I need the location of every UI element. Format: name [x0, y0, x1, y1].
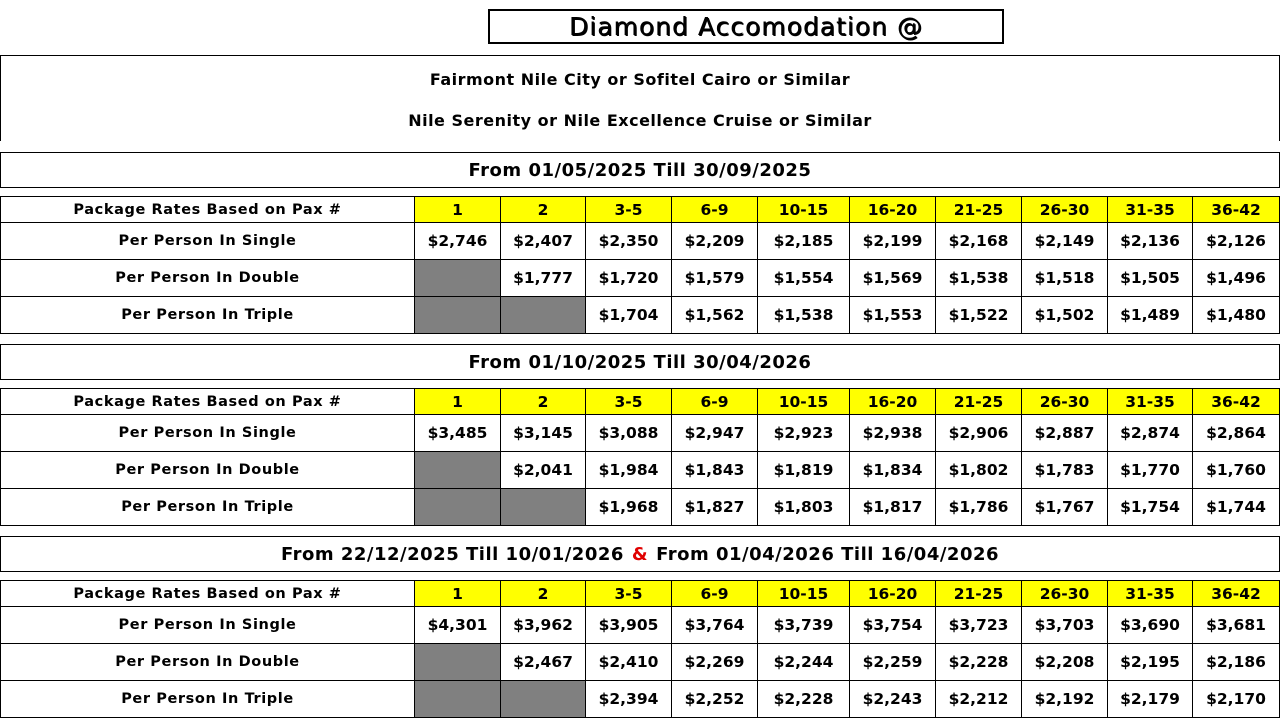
price-cell: $3,145: [501, 415, 586, 452]
price-cell: $1,843: [672, 452, 758, 489]
price-cell: $1,553: [850, 297, 936, 334]
pax-group-header: 16-20: [850, 197, 936, 223]
header-label: Package Rates Based on Pax #: [1, 581, 415, 607]
unavailable-cell: [415, 260, 501, 297]
pax-group-header: 3-5: [586, 389, 672, 415]
price-cell: $1,569: [850, 260, 936, 297]
table-row: [1, 223, 1280, 260]
price-cell: $2,467: [501, 644, 586, 681]
price-cell: $3,088: [586, 415, 672, 452]
table-row: [1, 644, 1280, 681]
price-cell: $2,244: [758, 644, 850, 681]
unavailable-cell: [501, 681, 586, 718]
pax-group-header: 31-35: [1108, 389, 1193, 415]
table-row: [1, 452, 1280, 489]
rates-table: [0, 196, 1280, 334]
price-cell: $1,704: [586, 297, 672, 334]
table-row: [1, 297, 1280, 334]
price-cell: $2,126: [1193, 223, 1280, 260]
price-cell: $3,962: [501, 607, 586, 644]
price-cell: $2,874: [1108, 415, 1193, 452]
price-cell: $1,984: [586, 452, 672, 489]
price-cell: $1,538: [758, 297, 850, 334]
pax-group-header: 3-5: [586, 581, 672, 607]
price-cell: $2,199: [850, 223, 936, 260]
pax-group-header: 1: [415, 389, 501, 415]
room-type-label: Per Person In Single: [1, 415, 415, 452]
pax-group-header: 21-25: [936, 581, 1022, 607]
price-cell: $2,259: [850, 644, 936, 681]
price-cell: $2,746: [415, 223, 501, 260]
price-cell: $2,887: [1022, 415, 1108, 452]
price-cell: $2,923: [758, 415, 850, 452]
price-cell: $2,168: [936, 223, 1022, 260]
price-cell: $2,228: [936, 644, 1022, 681]
price-cell: $2,212: [936, 681, 1022, 718]
price-cell: $3,905: [586, 607, 672, 644]
price-cell: $1,827: [672, 489, 758, 526]
pax-group-header: 2: [501, 389, 586, 415]
price-cell: $1,754: [1108, 489, 1193, 526]
price-cell: $2,179: [1108, 681, 1193, 718]
price-cell: $1,803: [758, 489, 850, 526]
header-row: [1, 197, 1280, 223]
price-cell: $3,690: [1108, 607, 1193, 644]
unavailable-cell: [415, 452, 501, 489]
price-cell: $2,208: [1022, 644, 1108, 681]
price-cell: $2,394: [586, 681, 672, 718]
price-cell: $2,938: [850, 415, 936, 452]
price-cell: $1,783: [1022, 452, 1108, 489]
room-type-label: Per Person In Double: [1, 260, 415, 297]
price-cell: $2,170: [1193, 681, 1280, 718]
price-cell: $1,554: [758, 260, 850, 297]
price-cell: $1,538: [936, 260, 1022, 297]
price-cell: $3,485: [415, 415, 501, 452]
price-cell: $2,041: [501, 452, 586, 489]
room-type-label: Per Person In Double: [1, 452, 415, 489]
period-banner: [0, 344, 1280, 380]
hotel-line-cairo: Fairmont Nile City or Sofitel Cairo or Similar: [429, 70, 851, 89]
price-cell: $2,269: [672, 644, 758, 681]
unavailable-cell: [415, 297, 501, 334]
pax-group-header: 31-35: [1108, 581, 1193, 607]
price-cell: $1,786: [936, 489, 1022, 526]
hotels-box: [0, 55, 1280, 141]
price-cell: $2,228: [758, 681, 850, 718]
price-cell: $1,777: [501, 260, 586, 297]
pax-group-header: 2: [501, 581, 586, 607]
header-label: Package Rates Based on Pax #: [1, 389, 415, 415]
pax-group-header: 16-20: [850, 389, 936, 415]
pax-group-header: 21-25: [936, 389, 1022, 415]
price-cell: $2,186: [1193, 644, 1280, 681]
pax-group-header: 1: [415, 581, 501, 607]
pax-group-header: 26-30: [1022, 581, 1108, 607]
price-cell: $2,350: [586, 223, 672, 260]
price-cell: $2,252: [672, 681, 758, 718]
pax-group-header: 1: [415, 197, 501, 223]
price-cell: $2,407: [501, 223, 586, 260]
price-cell: $1,496: [1193, 260, 1280, 297]
price-cell: $1,518: [1022, 260, 1108, 297]
price-cell: $2,149: [1022, 223, 1108, 260]
pax-group-header: 10-15: [758, 581, 850, 607]
rates-table: [0, 388, 1280, 526]
price-cell: $1,522: [936, 297, 1022, 334]
price-cell: $4,301: [415, 607, 501, 644]
period-ampersand: &: [631, 543, 649, 565]
pax-group-header: 26-30: [1022, 197, 1108, 223]
unavailable-cell: [501, 489, 586, 526]
price-cell: $3,764: [672, 607, 758, 644]
pax-group-header: 31-35: [1108, 197, 1193, 223]
pax-group-header: 36-42: [1193, 197, 1280, 223]
price-cell: $1,505: [1108, 260, 1193, 297]
unavailable-cell: [501, 297, 586, 334]
price-cell: $1,562: [672, 297, 758, 334]
pax-group-header: 36-42: [1193, 581, 1280, 607]
table-row: [1, 415, 1280, 452]
period-dates: From 01/05/2025 Till 30/09/2025: [468, 159, 812, 181]
unavailable-cell: [415, 644, 501, 681]
price-cell: $1,502: [1022, 297, 1108, 334]
price-cell: $2,192: [1022, 681, 1108, 718]
price-cell: $2,209: [672, 223, 758, 260]
pax-group-header: 6-9: [672, 389, 758, 415]
price-cell: $1,802: [936, 452, 1022, 489]
price-cell: $1,744: [1193, 489, 1280, 526]
period-dates: From 22/12/2025 Till 10/01/2026: [280, 543, 624, 565]
rates-table: [0, 580, 1280, 718]
price-cell: $3,754: [850, 607, 936, 644]
table-row: [1, 260, 1280, 297]
pax-group-header: 3-5: [586, 197, 672, 223]
pax-group-header: 16-20: [850, 581, 936, 607]
header-row: [1, 581, 1280, 607]
hotel-line-cruise: Nile Serenity or Nile Excellence Cruise or Similar: [408, 111, 872, 130]
price-cell: $1,760: [1193, 452, 1280, 489]
period-dates: From 01/04/2026 Till 16/04/2026: [656, 543, 1000, 565]
price-cell: $2,195: [1108, 644, 1193, 681]
price-cell: $1,489: [1108, 297, 1193, 334]
table-row: [1, 681, 1280, 718]
price-cell: $2,947: [672, 415, 758, 452]
price-cell: $1,767: [1022, 489, 1108, 526]
price-cell: $1,817: [850, 489, 936, 526]
pax-group-header: 6-9: [672, 197, 758, 223]
room-type-label: Per Person In Triple: [1, 297, 415, 334]
price-cell: $2,864: [1193, 415, 1280, 452]
price-cell: $3,681: [1193, 607, 1280, 644]
header-label: Package Rates Based on Pax #: [1, 197, 415, 223]
period-dates: From 01/10/2025 Till 30/04/2026: [468, 351, 812, 373]
pax-group-header: 10-15: [758, 197, 850, 223]
room-type-label: Per Person In Triple: [1, 681, 415, 718]
price-cell: $1,819: [758, 452, 850, 489]
room-type-label: Per Person In Triple: [1, 489, 415, 526]
pax-group-header: 26-30: [1022, 389, 1108, 415]
pax-group-header: 21-25: [936, 197, 1022, 223]
price-cell: $1,480: [1193, 297, 1280, 334]
table-row: [1, 489, 1280, 526]
period-banner: [0, 152, 1280, 188]
unavailable-cell: [415, 489, 501, 526]
price-cell: $2,185: [758, 223, 850, 260]
table-row: [1, 607, 1280, 644]
pax-group-header: 36-42: [1193, 389, 1280, 415]
price-cell: $1,770: [1108, 452, 1193, 489]
room-type-label: Per Person In Single: [1, 223, 415, 260]
price-cell: $2,906: [936, 415, 1022, 452]
price-cell: $1,720: [586, 260, 672, 297]
price-cell: $3,703: [1022, 607, 1108, 644]
price-cell: $1,834: [850, 452, 936, 489]
price-cell: $2,243: [850, 681, 936, 718]
header-row: [1, 389, 1280, 415]
pax-group-header: 10-15: [758, 389, 850, 415]
page-title: Diamond Accomodation @: [488, 9, 1004, 44]
price-cell: $1,579: [672, 260, 758, 297]
room-type-label: Per Person In Single: [1, 607, 415, 644]
period-banner: [0, 536, 1280, 572]
price-cell: $1,968: [586, 489, 672, 526]
price-cell: $2,410: [586, 644, 672, 681]
price-cell: $3,723: [936, 607, 1022, 644]
unavailable-cell: [415, 681, 501, 718]
room-type-label: Per Person In Double: [1, 644, 415, 681]
price-cell: $3,739: [758, 607, 850, 644]
pax-group-header: 6-9: [672, 581, 758, 607]
pax-group-header: 2: [501, 197, 586, 223]
price-cell: $2,136: [1108, 223, 1193, 260]
